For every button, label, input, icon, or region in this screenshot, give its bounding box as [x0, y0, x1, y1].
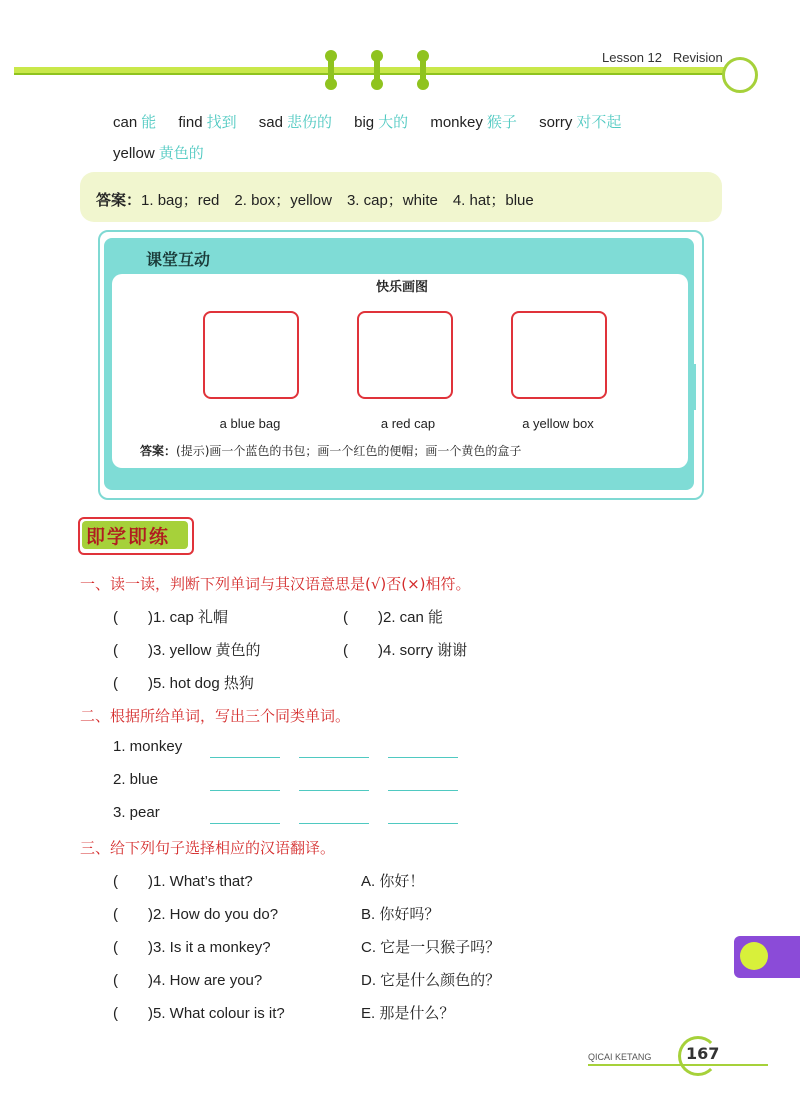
- practice-banner-title: 即学即练: [86, 526, 171, 548]
- option-item: A. 你好！: [361, 873, 425, 890]
- binder-pin-icon: [420, 54, 426, 86]
- vocab-en: big: [354, 114, 375, 131]
- frog-icon: [740, 942, 768, 970]
- question-item: ( )2. How do you do?: [113, 906, 279, 923]
- page-number: 167: [686, 1044, 720, 1063]
- answer-content: 1. bag；red 2. box；yellow 3. cap；white 4. hat；blue: [141, 192, 534, 209]
- answer-blank[interactable]: [299, 790, 369, 791]
- drawing-label: a red cap: [380, 416, 436, 431]
- drawing-label: a yellow box: [522, 416, 594, 431]
- vocab-en: can: [113, 114, 138, 131]
- answer-blank[interactable]: [388, 823, 458, 824]
- activity-title: 快乐画图: [376, 280, 429, 295]
- question-item: ( )1. What’s that?: [113, 873, 253, 890]
- footer-line: [588, 1064, 768, 1066]
- drawing-box[interactable]: [357, 311, 453, 399]
- vocab-zh: 找到: [206, 114, 237, 131]
- answer-blank[interactable]: [299, 823, 369, 824]
- lesson-header: [602, 50, 723, 65]
- answer-blank[interactable]: [210, 757, 280, 758]
- vocab-zh: 悲伤的: [286, 114, 332, 131]
- question-item: ( )4. sorry 谢谢: [343, 642, 468, 659]
- question-item: ( )5. What colour is it?: [113, 1005, 285, 1022]
- mascot-icon: [722, 57, 758, 93]
- lesson-label: Lesson 12: [602, 50, 662, 65]
- question-item: ( )3. Is it a monkey?: [113, 939, 271, 956]
- question-item: 2. blue: [113, 771, 159, 788]
- vocab-zh: 黄色的: [158, 145, 204, 162]
- binder-pin-icon: [374, 54, 380, 86]
- part3-title: 三、给下列句子选择相应的汉语翻译。: [80, 839, 336, 857]
- question-item: ( )5. hot dog 热狗: [113, 675, 254, 692]
- part1-title: 一、读一读，判断下列单词与其汉语意思是(√)否(×)相符。: [80, 575, 471, 593]
- drawing-box[interactable]: [511, 311, 607, 399]
- question-item: 1. monkey: [113, 738, 183, 755]
- question-item: ( )3. yellow 黄色的: [113, 642, 261, 659]
- classroom-answer: [140, 442, 521, 459]
- section-label: Revision: [672, 50, 723, 65]
- answer-blank[interactable]: [210, 790, 280, 791]
- option-item: B. 你好吗？: [361, 906, 440, 923]
- vocab-en: sad: [258, 114, 283, 131]
- answer-blank[interactable]: [299, 757, 369, 758]
- vocab-zh: 对不起: [576, 114, 622, 131]
- drawing-label: a blue bag: [219, 416, 281, 431]
- question-item: ( )4. How are you?: [113, 972, 263, 989]
- answer-blank[interactable]: [210, 823, 280, 824]
- answer-blank[interactable]: [388, 757, 458, 758]
- drawing-box[interactable]: [203, 311, 299, 399]
- part2-title: 二、根据所给单词，写出三个同类单词。: [80, 707, 351, 725]
- option-item: E. 那是什么？: [361, 1005, 455, 1022]
- footer-brand: QICAI KETANG: [588, 1052, 652, 1062]
- answer-blank[interactable]: [388, 790, 458, 791]
- vocab-zh: 猴子: [486, 114, 517, 131]
- binder-pin-icon: [328, 54, 334, 86]
- option-item: D. 它是什么颜色的？: [361, 972, 501, 989]
- vocab-zh: 大的: [378, 114, 409, 131]
- answer-label: 答案：: [140, 444, 177, 458]
- vocab-en: sorry: [539, 114, 573, 131]
- vocab-en: monkey: [430, 114, 483, 131]
- question-item: ( )2. can 能: [343, 609, 444, 626]
- vocab-row-2: [113, 142, 222, 163]
- question-item: 3. pear: [113, 804, 160, 821]
- vocab-row-1: [113, 111, 639, 132]
- classroom-title: 课堂互动: [146, 250, 211, 269]
- option-item: C. 它是一只猴子吗？: [361, 939, 501, 956]
- answer-text: [96, 189, 534, 210]
- vocab-en: yellow: [113, 145, 155, 162]
- vocab-zh: 能: [141, 114, 157, 131]
- question-item: ( )1. cap 礼帽: [113, 609, 229, 626]
- answer-label: 答案：: [96, 192, 142, 209]
- answer-content: (提示)画一个蓝色的书包；画一个红色的便帽；画一个黄色的盒子: [176, 444, 522, 458]
- vocab-en: find: [178, 114, 203, 131]
